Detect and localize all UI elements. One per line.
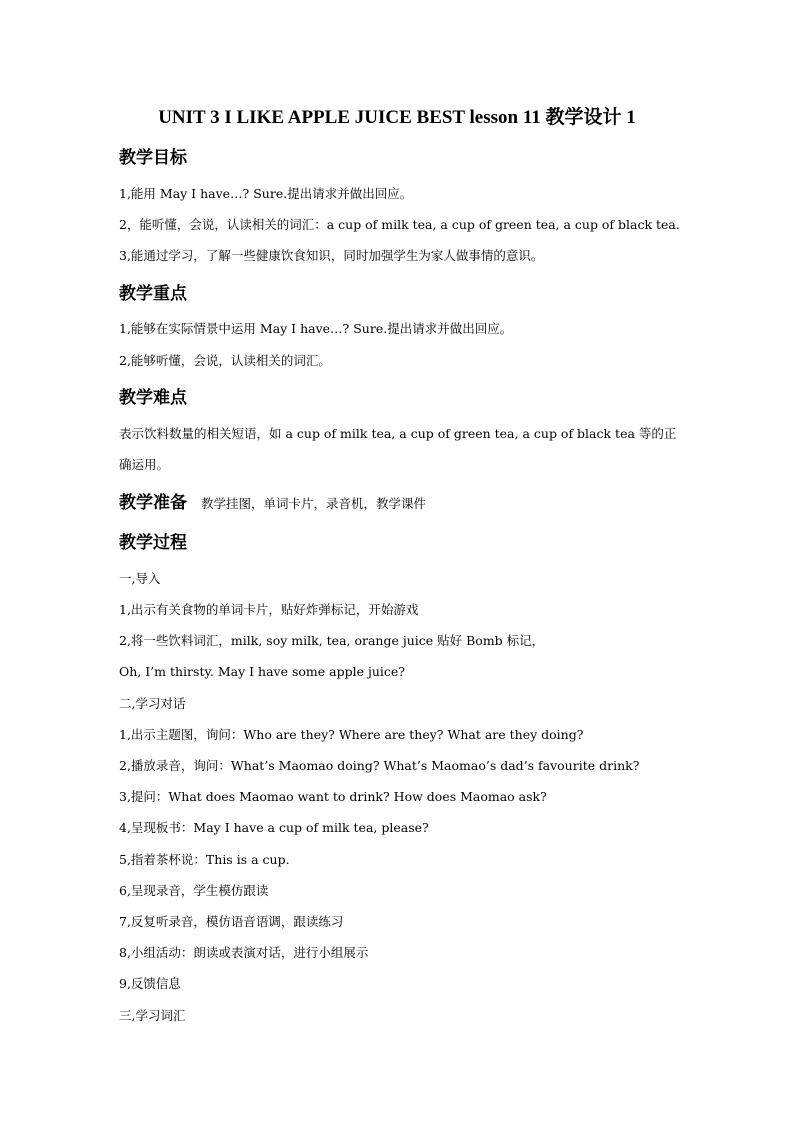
heading-objectives: 教学目标 bbox=[119, 148, 187, 168]
objective-item-3: 3,能通过学习，了解一些健康饮食知识，同时加强学生为家人做事情的意识。 bbox=[119, 248, 544, 263]
process-line-11: 6,呈现录音，学生模仿跟读 bbox=[119, 883, 269, 898]
process-line-13: 8,小组活动：朗读或表演对话，进行小组展示 bbox=[119, 945, 369, 960]
difficulty-line-2: 确运用。 bbox=[119, 457, 170, 472]
document-title: UNIT 3 I LIKE APPLE JUICE BEST lesson 11 教学设计 1 bbox=[158, 107, 636, 128]
process-line-12: 7,反复听录音，模仿语音语调，跟读练习 bbox=[119, 914, 344, 929]
process-line-4: Oh, I’m thirsty. May I have some apple juice? bbox=[119, 664, 405, 679]
heading-key-points: 教学重点 bbox=[119, 284, 187, 304]
process-line-9: 4,呈现板书：May I have a cup of milk tea, please? bbox=[119, 820, 429, 835]
process-line-7: 2,播放录音，询问：What’s Maomao doing? What’s Maomao’s dad’s favourite drink? bbox=[119, 758, 640, 773]
process-line-10: 5,指着茶杯说：This is a cup. bbox=[119, 852, 290, 867]
process-line-1: 一,导入 bbox=[119, 571, 161, 586]
preparation-text: 教学挂图，单词卡片，录音机，教学课件 bbox=[201, 496, 427, 511]
objective-item-2: 2，能听懂，会说，认读相关的词汇：a cup of milk tea, a cup of green tea, a cup of black tea. bbox=[119, 217, 680, 232]
process-line-15: 三,学习词汇 bbox=[119, 1008, 186, 1023]
heading-difficulties: 教学难点 bbox=[119, 388, 187, 408]
process-line-5: 二,学习对话 bbox=[119, 696, 186, 711]
process-line-14: 9,反馈信息 bbox=[119, 976, 181, 991]
heading-process: 教学过程 bbox=[119, 533, 187, 553]
process-line-6: 1,出示主题图，询问：Who are they? Where are they? What are they doing? bbox=[119, 727, 584, 742]
process-line-2: 1,出示有关食物的单词卡片，贴好炸弹标记，开始游戏 bbox=[119, 602, 419, 617]
preparation-heading-text: 教学准备 bbox=[119, 493, 187, 513]
objective-item-1: 1,能用 May I have…? Sure.提出请求并做出回应。 bbox=[119, 186, 413, 201]
heading-preparation bbox=[119, 490, 426, 517]
key-point-item-1: 1,能够在实际情景中运用 May I have…? Sure.提出请求并做出回应。 bbox=[119, 321, 513, 336]
difficulty-line-1: 表示饮料数量的相关短语，如 a cup of milk tea, a cup of green tea, a cup of black tea 等的正 bbox=[119, 426, 677, 441]
key-point-item-2: 2,能够听懂，会说，认读相关的词汇。 bbox=[119, 353, 331, 368]
process-line-3: 2,将一些饮料词汇，milk, soy milk, tea, orange juice 贴好 Bomb 标记， bbox=[119, 633, 545, 648]
process-line-8: 3,提问：What does Maomao want to drink? How does Maomao ask? bbox=[119, 789, 547, 804]
